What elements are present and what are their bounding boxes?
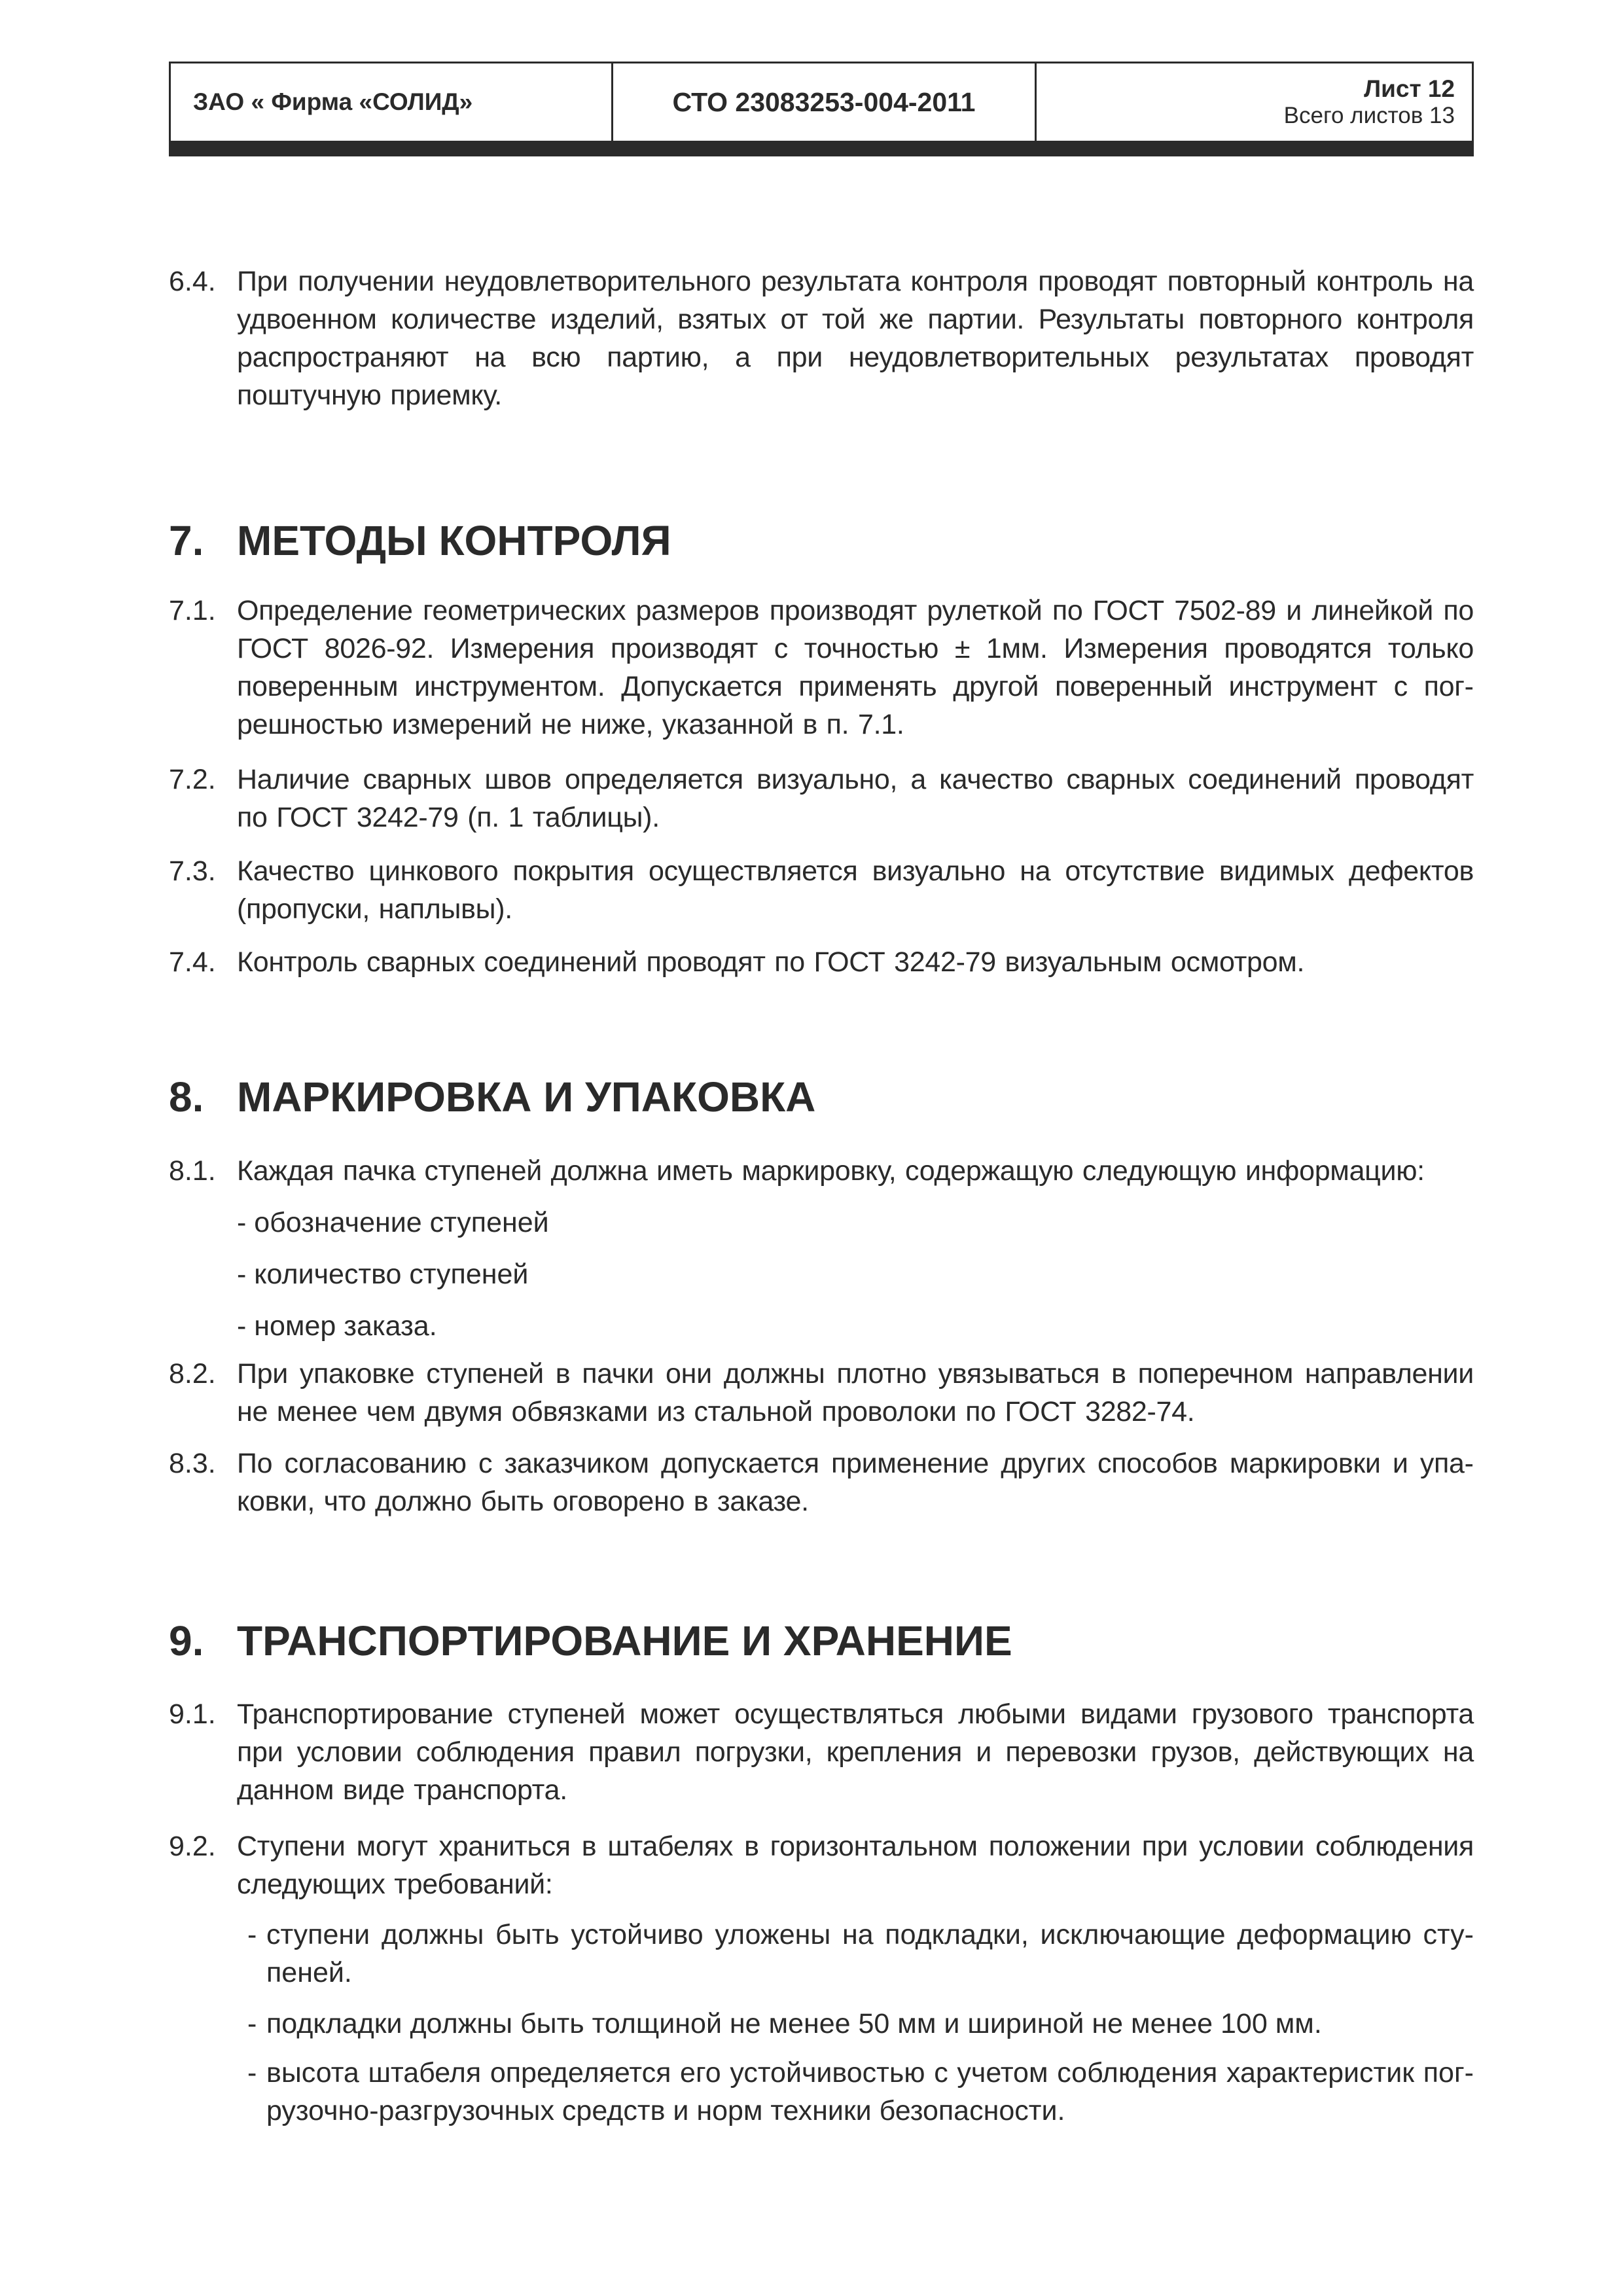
paragraph-8-3 [169,1444,1474,1520]
list-item: - обозначение ступеней [237,1207,549,1238]
paragraph-text: Ступени могут храниться в штабелях в горизонтальном положении при условии соблюдения следующих требований: [237,1831,1474,1900]
list-text: высота штабеля определяется его устойчивостью с учетом соблюдения характеристик погрузочно-разгрузочных средств и норм техники безопасности. [266,2057,1474,2126]
section-title: МЕТОДЫ КОНТРОЛЯ [237,517,671,564]
paragraph-7-2 [169,761,1474,836]
header-underline [169,143,1474,156]
standard-code: СТО 23083253-004-2011 [672,86,976,117]
list-text: ступени должны быть устойчиво уложены на подкладки, исключающие деформацию ступеней. [266,1919,1474,1988]
section-number: 7. [169,517,204,564]
paragraph-number: 9.1. [169,1698,216,1730]
list-item [247,2054,1474,2130]
paragraph-7-1 [169,592,1474,744]
paragraph-9-2 [169,1827,1474,1903]
paragraph-number: 7.3. [169,855,216,887]
paragraph-number: 7.2. [169,764,216,795]
paragraph-text: Наличие сварных швов определяется визуально, а качество сварных соединений проводят по ГОСТ 3242-79 (п. 1 таблицы). [237,764,1474,833]
paragraph-text: По согласованию с заказчиком допускается применение других способов маркировки и упаковки, что должно быть оговорено в заказе. [237,1448,1474,1517]
paragraph-number: 8.1. [169,1155,216,1187]
paragraph-text: Транспортирование ступеней может осуществляться любыми видами грузового транспорта при условии соблюдения правил погрузки, крепления и перевозки грузов, действующих на данном виде транспорта. [237,1698,1474,1806]
header-table [169,62,1474,143]
paragraph-text: Качество цинкового покрытия осуществляется визуально на отсутствие видимых дефектов (пропуски, наплывы). [237,855,1474,925]
list-dash: - [247,2057,257,2089]
list-dash: - [247,2008,257,2039]
paragraph-number: 9.2. [169,1831,216,1862]
paragraph-8-2 [169,1355,1474,1431]
section-title: ТРАНСПОРТИРОВАНИЕ И ХРАНЕНИЕ [237,1617,1012,1664]
section-8-heading [169,1071,1474,1123]
list-text: подкладки должны быть толщиной не менее 50 мм и шириной не менее 100 мм. [266,2008,1322,2039]
list-item: - количество ступеней [237,1259,529,1290]
section-title: МАРКИРОВКА И УПАКОВКА [237,1073,816,1121]
list-item [247,2005,1474,2043]
company-name: ЗАО « Фирма «СОЛИД» [193,88,473,115]
paragraph-6-4 [169,262,1474,414]
paragraph-number: 6.4. [169,266,216,297]
header-standard-cell [613,63,1037,141]
paragraph-text: Определение геометрических размеров производят рулеткой по ГОСТ 7502-89 и линейкой по ГОСТ 8026-92. Измерения производят с точностью ± 1мм. Измерения проводятся только поверенным инструментом. Допускается применять другой поверенный инструмент с погрешностью измерений не ниже, указанной в п. 7.1. [237,595,1474,740]
paragraph-9-1 [169,1695,1474,1809]
paragraph-text: При упаковке ступеней в пачки они должны плотно увязываться в поперечном направлении не менее чем двумя обвязками из стальной проволоки по ГОСТ 3282-74. [237,1358,1474,1427]
paragraph-number: 7.1. [169,595,216,626]
list-item: - номер заказа. [237,1310,437,1342]
paragraph-7-4 [169,943,1474,981]
paragraph-7-3 [169,852,1474,928]
header-sheet-cell [1037,63,1472,141]
paragraph-number: 7.4. [169,946,216,978]
section-7-heading [169,514,1474,567]
list-dash: - [247,1919,257,1950]
total-sheets: Всего листов 13 [1283,103,1455,128]
header-company-cell [171,63,613,141]
section-number: 8. [169,1073,204,1121]
paragraph-number: 8.2. [169,1358,216,1390]
section-number: 9. [169,1617,204,1664]
paragraph-number: 8.3. [169,1448,216,1479]
paragraph-text: Каждая пачка ступеней должна иметь маркировку, содержащую следующую информацию: [237,1155,1425,1187]
paragraph-8-1 [169,1152,1474,1190]
list-item [247,1916,1474,1992]
sheet-number: Лист 12 [1364,75,1455,102]
section-9-heading [169,1615,1474,1667]
paragraph-text: Контроль сварных соединений проводят по ГОСТ 3242-79 визуальным осмотром. [237,946,1305,978]
paragraph-text: При получении неудовлетворительного результата контроля проводят повторный контроль на удвоенном количестве изделий, взятых от той же партии. Результаты повторного контроля распространяют на всю партию, а при неудовлетворительных результатах проводят поштучную приемку. [237,266,1474,411]
